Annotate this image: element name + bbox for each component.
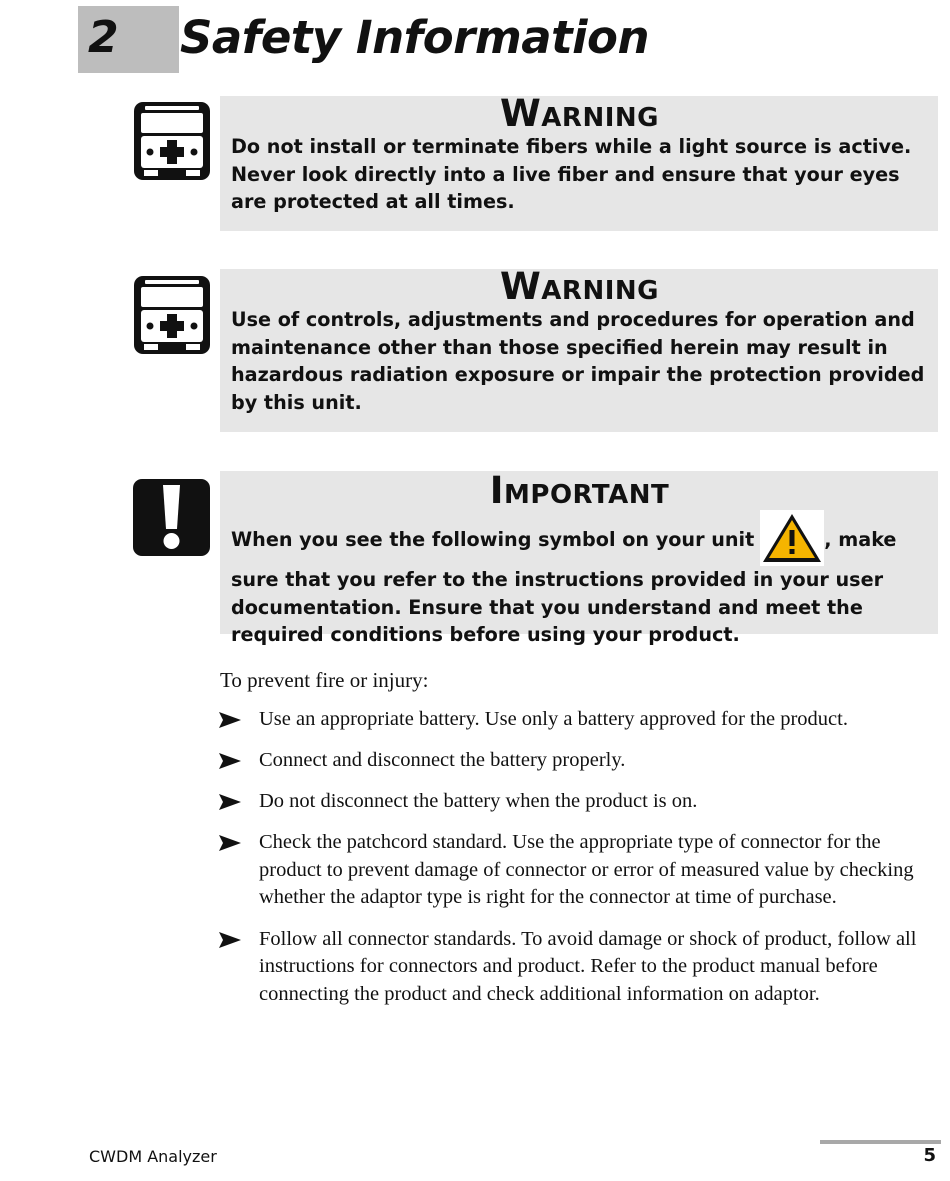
important-notice bbox=[220, 469, 938, 647]
list-item bbox=[219, 747, 939, 775]
notice-heading: Important bbox=[489, 469, 670, 512]
warning-notice-2 bbox=[220, 265, 938, 432]
warning-notice-1 bbox=[220, 92, 938, 231]
list-item-text: Do not disconnect the battery when the product is on. bbox=[259, 790, 698, 813]
chapter-number: 2 bbox=[88, 12, 119, 63]
footer-divider bbox=[820, 1140, 941, 1144]
ambulance-warning-icon bbox=[134, 276, 210, 354]
arrow-bullet-icon bbox=[219, 751, 241, 771]
list-item bbox=[219, 706, 939, 734]
notice-heading: Warning bbox=[500, 92, 659, 135]
exclamation-important-icon bbox=[133, 479, 210, 556]
list-item bbox=[219, 788, 939, 816]
notice-body: Do not install or terminate fibers while a light source is active. Never look directly into a live fiber and ensure that your eyes are protected at all times. bbox=[231, 135, 912, 214]
arrow-bullet-icon bbox=[219, 792, 241, 812]
list-item bbox=[219, 829, 939, 912]
page-number: 5 bbox=[923, 1145, 936, 1166]
arrow-bullet-icon bbox=[219, 710, 241, 730]
notice-body bbox=[231, 510, 928, 649]
arrow-bullet-icon bbox=[219, 930, 241, 950]
list-item bbox=[219, 926, 939, 1009]
caution-triangle-icon bbox=[760, 510, 824, 566]
notice-body-part: When you see the following symbol on your unit bbox=[231, 528, 755, 551]
list-item-text: Connect and disconnect the battery properly. bbox=[259, 749, 626, 772]
arrow-bullet-icon bbox=[219, 833, 241, 853]
notice-body: Use of controls, adjustments and procedures for operation and maintenance other than those specified herein may result in hazardous radiation exposure or impair the protection provided by this unit. bbox=[231, 308, 925, 415]
list-item-text: Follow all connector standards. To avoid damage or shock of product, follow all instructions for connectors and product. Refer to the product manual before connecting the product and check additional information on adaptor. bbox=[259, 927, 917, 1005]
safety-list bbox=[219, 706, 939, 1022]
ambulance-warning-icon bbox=[134, 102, 210, 180]
list-item-text: Check the patchcord standard. Use the appropriate type of connector for the product to prevent damage of connector or error of measured value by checking whether the adaptor type is right for the connector at time of purchase. bbox=[259, 831, 914, 909]
notice-heading: Warning bbox=[500, 265, 659, 308]
page-title: Safety Information bbox=[180, 11, 649, 64]
footer-product-name: CWDM Analyzer bbox=[89, 1147, 217, 1166]
intro-text: To prevent fire or injury: bbox=[220, 668, 429, 692]
list-item-text: Use an appropriate battery. Use only a battery approved for the product. bbox=[259, 708, 848, 730]
notice-body-part: , make sure that you refer to the instructions provided in your user documentation. Ensure that you understand and meet the required conditions before using your product. bbox=[231, 528, 897, 647]
